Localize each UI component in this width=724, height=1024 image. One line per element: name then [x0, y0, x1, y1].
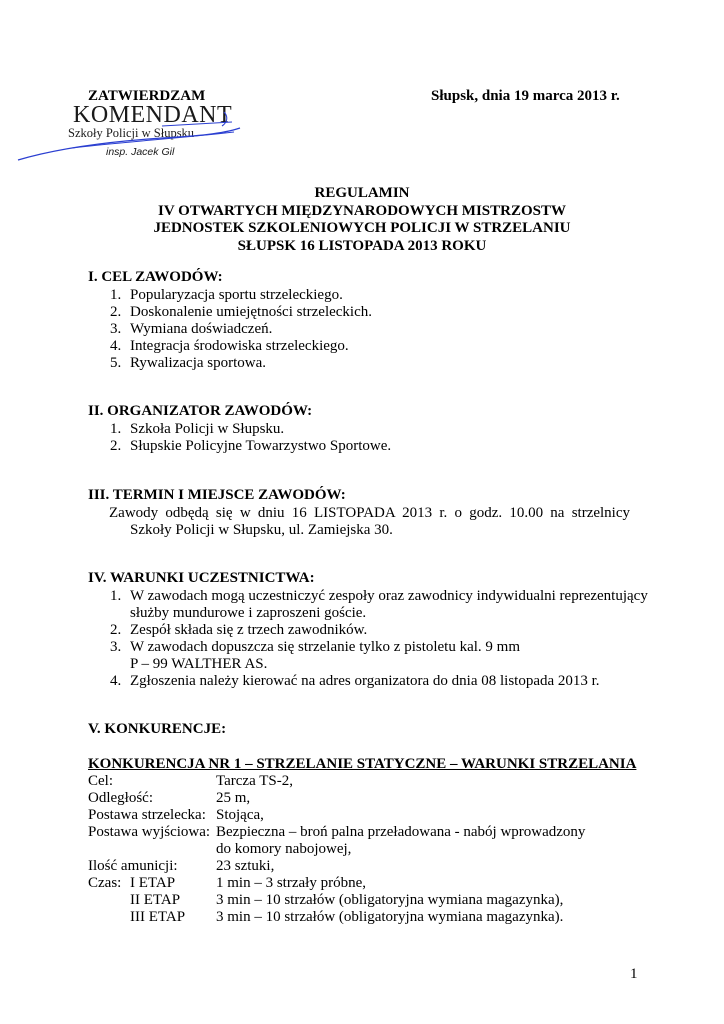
stage-value: 3 min – 10 strzałów (obligatoryjna wymiana magazynka).: [216, 909, 564, 925]
list-item-number: 3.: [110, 639, 122, 655]
condition-value: Tarcza TS-2,: [216, 773, 293, 789]
doc-title-line2: IV OTWARTYCH MIĘDZYNARODOWYCH MISTRZOSTW: [158, 203, 566, 219]
stamp-name: insp. Jacek Gil: [106, 146, 175, 158]
condition-value: Stojąca,: [216, 807, 264, 823]
doc-title-line1: REGULAMIN: [314, 185, 410, 201]
list-item-number: 3.: [110, 321, 122, 337]
list-item: Zgłoszenia należy kierować na adres organizatora do dnia 08 listopada 2013 r.: [130, 673, 600, 689]
list-item-number: 1.: [110, 588, 122, 604]
competition-1-heading: KONKURENCJA NR 1 – STRZELANIE STATYCZNE – WARUNKI STRZELANIA: [88, 756, 637, 772]
list-item-number: 1.: [110, 287, 122, 303]
section-4-heading: IV. WARUNKI UCZESTNICTWA:: [88, 570, 315, 586]
list-item: Rywalizacja sportowa.: [130, 355, 267, 371]
list-item: W zawodach mogą uczestniczyć zespoły oraz zawodnicy indywidualni reprezentujący: [130, 588, 648, 604]
list-item: Słupskie Policyjne Towarzystwo Sportowe.: [130, 438, 392, 454]
list-item: Doskonalenie umiejętności strzeleckich.: [130, 304, 372, 320]
list-item-continued: P – 99 WALTHER AS.: [130, 656, 268, 672]
stamp-title: KOMENDANT: [73, 102, 233, 128]
list-item-number: 4.: [110, 673, 122, 689]
condition-label: Cel:: [88, 773, 113, 789]
stage-label: III ETAP: [130, 909, 186, 925]
list-item-number: 2.: [110, 304, 122, 320]
section-2-heading: II. ORGANIZATOR ZAWODÓW:: [88, 403, 313, 419]
section-3-text-line1: Zawody odbędą się w dniu 16 LISTOPADA 2013 r. o godz. 10.00 na strzelnicy: [109, 505, 630, 521]
list-item-continued: służby mundurowe i zaproszeni goście.: [130, 605, 367, 621]
stage-value: 1 min – 3 strzały próbne,: [216, 875, 366, 891]
stage-value: 3 min – 10 strzałów (obligatoryjna wymiana magazynka),: [216, 892, 564, 908]
list-item: W zawodach dopuszcza się strzelanie tylko z pistoletu kal. 9 mm: [130, 639, 521, 655]
section-3-text-line2: Szkoły Policji w Słupsku, ul. Zamiejska 30.: [130, 522, 393, 538]
section-3-heading: III. TERMIN I MIEJSCE ZAWODÓW:: [88, 487, 346, 503]
stage-label: I ETAP: [130, 875, 176, 891]
condition-value: Bezpieczna – broń palna przeładowana - nabój wprowadzony: [216, 824, 586, 840]
condition-label: Postawa wyjściowa:: [88, 824, 211, 840]
list-item-number: 2.: [110, 438, 122, 454]
approve-label: ZATWIERDZAM: [88, 88, 206, 104]
list-item-number: 1.: [110, 421, 122, 437]
stage-label: II ETAP: [130, 892, 181, 908]
list-item-number: 5.: [110, 355, 122, 371]
list-item-number: 4.: [110, 338, 122, 354]
signature-scribble: [12, 108, 252, 164]
condition-value: 25 m,: [216, 790, 251, 806]
section-5-heading: V. KONKURENCJE:: [88, 721, 227, 737]
doc-title-line3: JEDNOSTEK SZKOLENIOWYCH POLICJI W STRZELANIU: [153, 220, 571, 236]
place-date: Słupsk, dnia 19 marca 2013 r.: [431, 88, 620, 104]
list-item-number: 2.: [110, 622, 122, 638]
condition-label: Odległość:: [88, 790, 153, 806]
condition-label: Czas:: [88, 875, 122, 891]
condition-label: Postawa strzelecka:: [88, 807, 206, 823]
list-item: Wymiana doświadczeń.: [130, 321, 273, 337]
doc-title-line4: SŁUPSK 16 LISTOPADA 2013 ROKU: [237, 238, 487, 254]
list-item: Szkoła Policji w Słupsku.: [130, 421, 285, 437]
condition-label: Ilość amunicji:: [88, 858, 178, 874]
condition-value-continued: do komory nabojowej,: [216, 841, 352, 857]
section-1-heading: I. CEL ZAWODÓW:: [88, 269, 223, 285]
page-number: 1: [630, 966, 638, 982]
stamp-unit: Szkoły Policji w Słupsku: [68, 126, 195, 140]
list-item: Integracja środowiska strzeleckiego.: [130, 338, 349, 354]
condition-value: 23 sztuki,: [216, 858, 275, 874]
list-item: Popularyzacja sportu strzeleckiego.: [130, 287, 343, 303]
list-item: Zespół składa się z trzech zawodników.: [130, 622, 368, 638]
